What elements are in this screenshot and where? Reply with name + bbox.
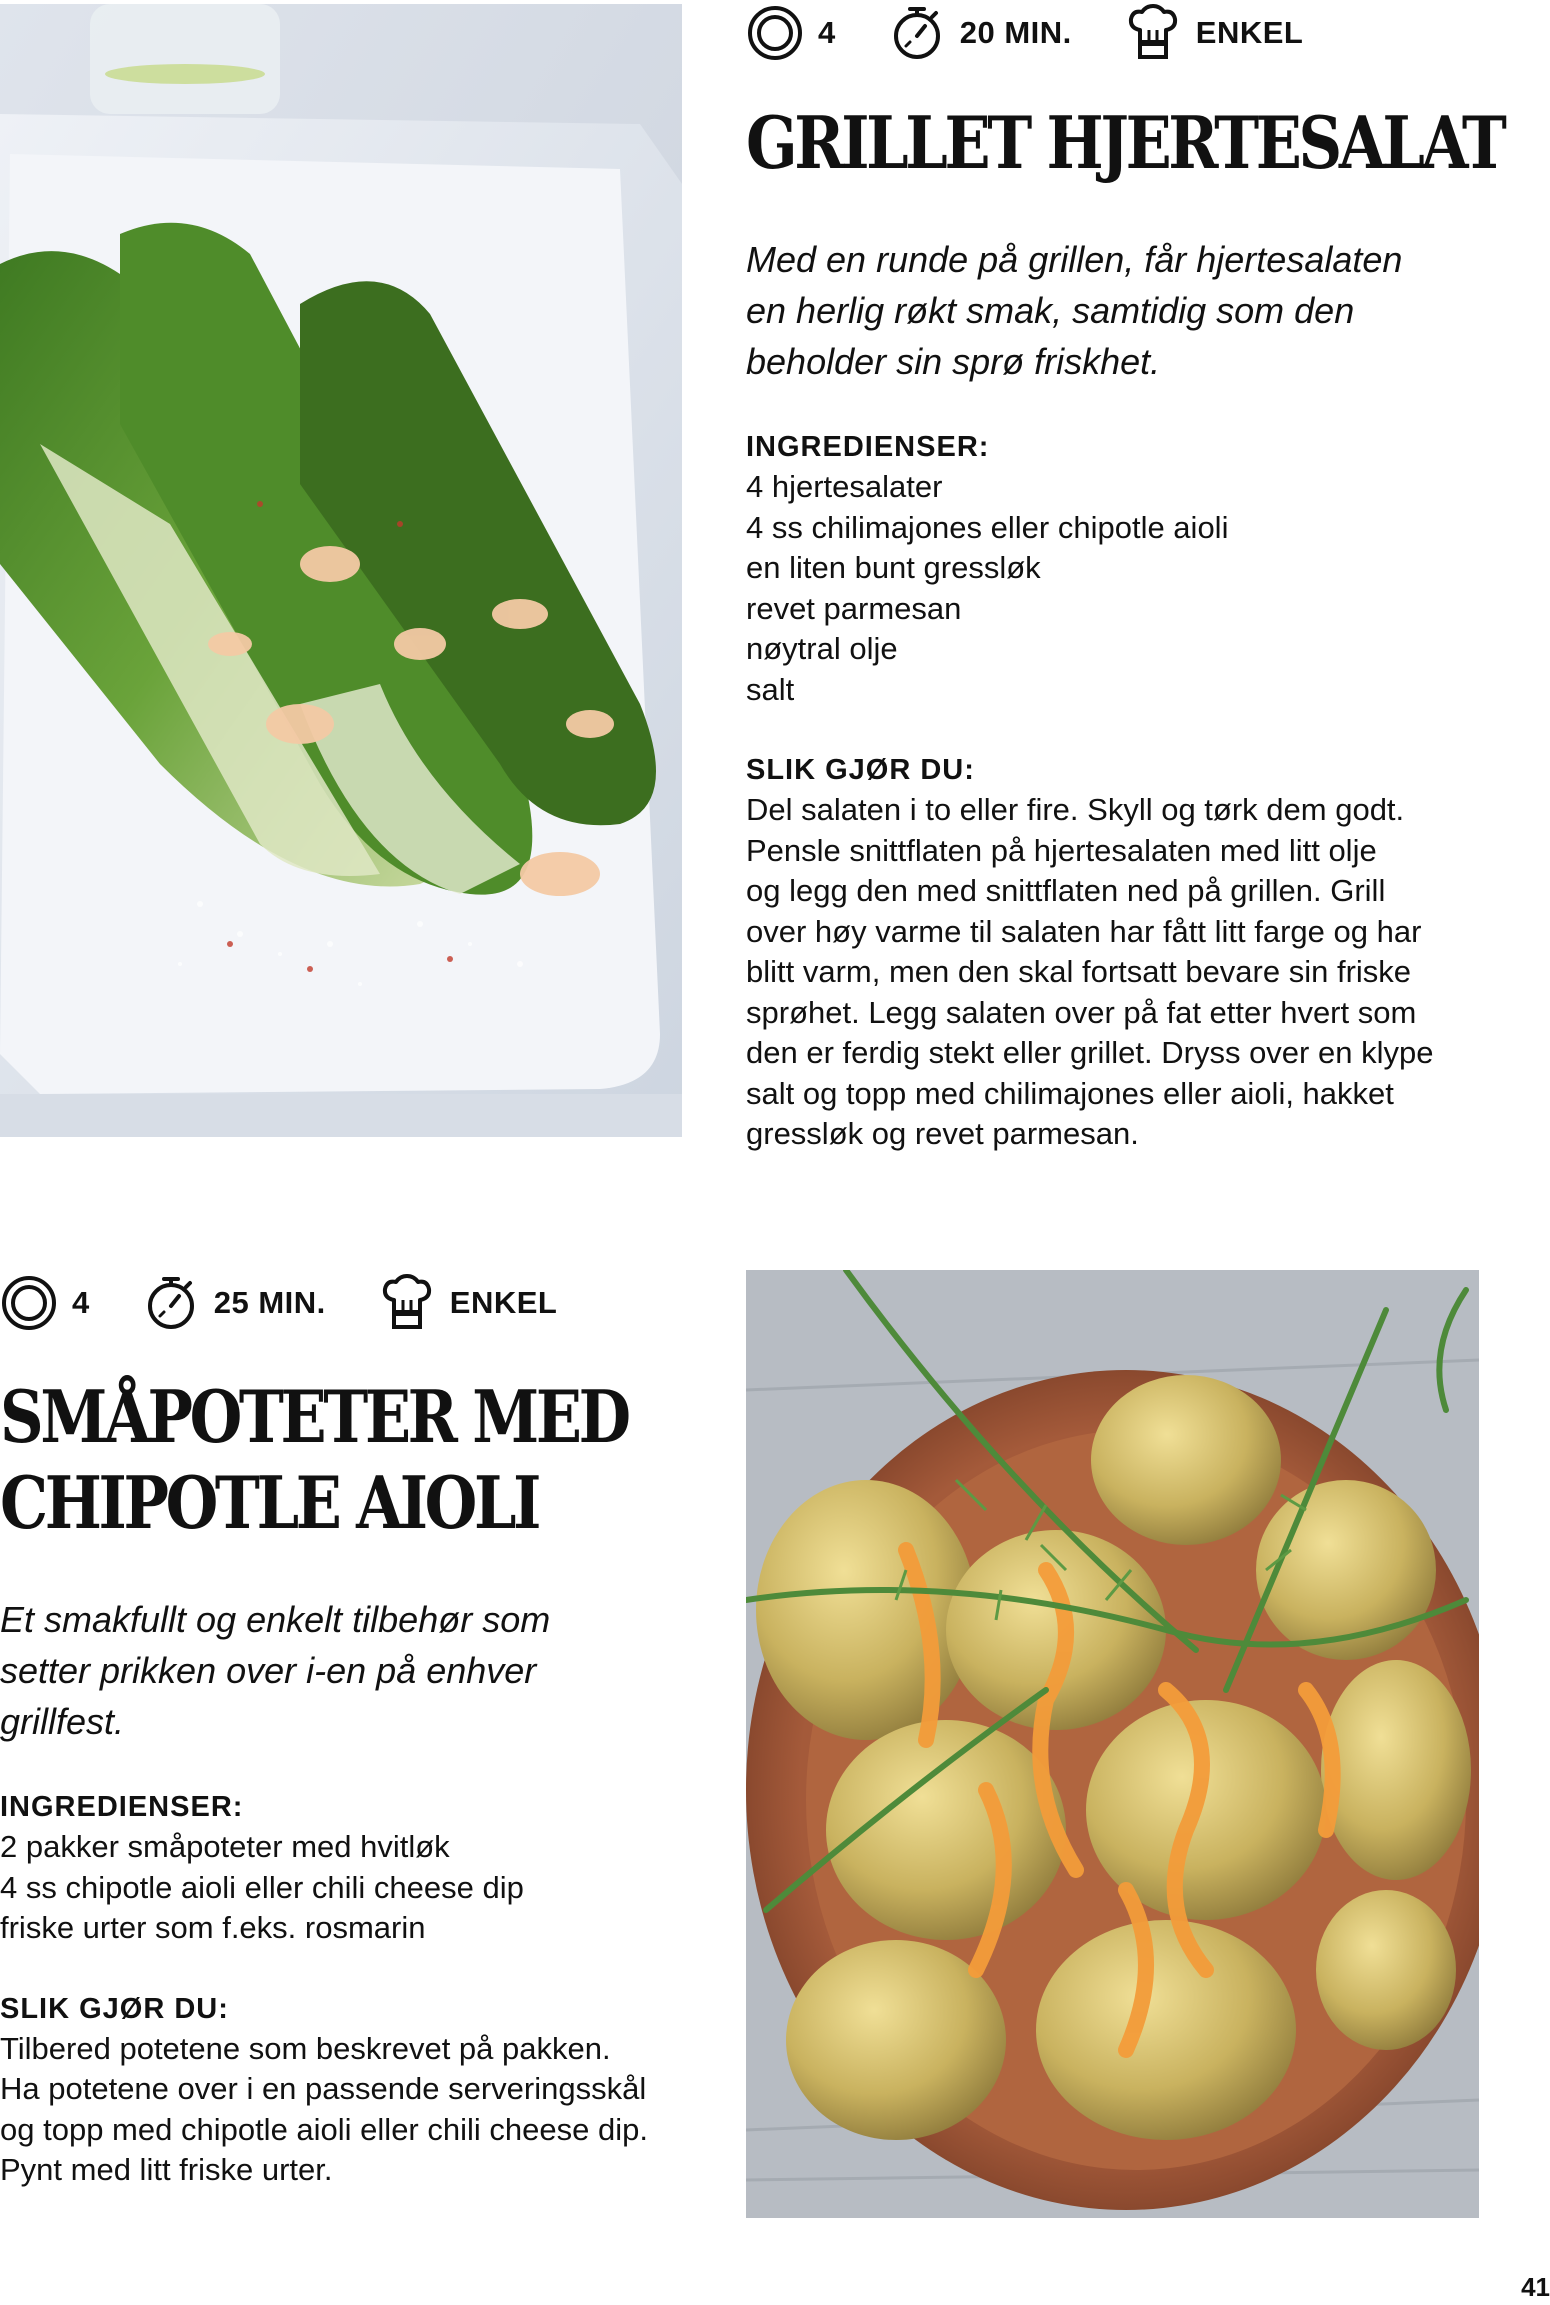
portions-info — [0, 1274, 90, 1332]
time-value: 20 MIN. — [959, 15, 1072, 50]
difficulty-info — [1124, 4, 1304, 62]
intro-line: Et smakfullt og enkelt tilbehør som — [0, 1599, 551, 1640]
ingredient-item: 4 ss chilimajones eller chipotle aioli — [746, 509, 1229, 545]
intro-line: setter prikken over i-en på enhver — [0, 1650, 537, 1691]
time-info — [888, 4, 1072, 62]
title-line: SMÅPOTETER MED — [0, 1374, 628, 1459]
method-line: Del salaten i to eller fire. Skyll og tørk dem godt. — [746, 792, 1405, 827]
ingredient-item: revet parmesan — [746, 590, 962, 626]
method-line: sprøhet. Legg salaten over på fat etter hvert som — [746, 994, 1417, 1030]
title-line: GRILLET HJERTESALAT — [746, 100, 1504, 185]
recipe-title — [746, 100, 1504, 186]
ingredient-item: 4 hjertesalater — [746, 469, 943, 504]
method-heading: SLIK GJØR DU: — [0, 1992, 229, 2025]
grilled-lettuce-photo — [0, 4, 682, 1137]
method-line: og topp med chipotle aioli eller chili cheese dip. — [0, 2111, 648, 2147]
recipe-intro — [746, 234, 1506, 387]
difficulty-value: ENKEL — [449, 1285, 558, 1320]
method-heading: SLIK GJØR DU: — [746, 754, 975, 786]
stopwatch-icon — [142, 1274, 200, 1332]
ingredient-item: friske urter som f.eks. rosmarin — [0, 1910, 426, 1945]
portions-value: 4 — [72, 1285, 90, 1320]
recipe-meta — [746, 2, 1506, 64]
method-line: blitt varm, men den skal fortsatt bevare sin friske — [746, 954, 1412, 989]
method-line: og legg den med snittflaten ned på grillen. Grill — [746, 873, 1386, 908]
ingredients-heading: INGREDIENSER: — [746, 431, 990, 463]
chef-hat-icon — [1124, 4, 1182, 62]
ingredient-item: nøytral olje — [746, 631, 898, 666]
ingredients-list — [0, 1827, 700, 1949]
recipe-intro — [0, 1594, 700, 1747]
ingredient-item: en liten bunt gressløk — [746, 550, 1041, 585]
method-text — [0, 2029, 700, 2191]
time-info — [142, 1274, 326, 1332]
method-line: salt og topp med chilimajones eller aioli, hakket — [746, 1075, 1394, 1111]
intro-line: en herlig røkt smak, samtidig som den — [746, 290, 1355, 331]
recipe-baby-potatoes — [0, 1270, 700, 2191]
recipe-meta — [0, 1272, 700, 1334]
portions-info — [746, 4, 836, 62]
intro-line: beholder sin sprø friskhet. — [746, 341, 1161, 382]
title-line: CHIPOTLE AIOLI — [0, 1460, 539, 1545]
method-line: over høy varme til salaten har fått litt farge og har — [746, 913, 1422, 949]
recipe-grilled-lettuce — [746, 0, 1506, 1155]
method-line: Pensle snittflaten på hjertesalaten med litt olje — [746, 832, 1377, 868]
stopwatch-icon — [888, 4, 946, 62]
method-text — [746, 790, 1506, 1155]
difficulty-value: ENKEL — [1195, 15, 1304, 50]
method-line: Ha potetene over i en passende serveringsskål — [0, 2071, 647, 2106]
difficulty-info — [378, 1274, 558, 1332]
plate-icon — [0, 1274, 58, 1332]
plate-icon — [746, 4, 804, 62]
method-line: gressløk og revet parmesan. — [746, 1116, 1139, 1151]
page-number: 41 — [1521, 2272, 1550, 2302]
baby-potatoes-photo — [746, 1270, 1479, 2218]
time-value: 25 MIN. — [213, 1285, 326, 1320]
intro-line: Med en runde på grillen, får hjertesalaten — [746, 239, 1403, 280]
ingredients-list — [746, 467, 1506, 710]
chef-hat-icon — [378, 1274, 436, 1332]
method-line: Tilbered potetene som beskrevet på pakken. — [0, 2030, 611, 2066]
method-line: den er ferdig stekt eller grillet. Dryss over en klype — [746, 1035, 1434, 1070]
ingredient-item: 2 pakker småpoteter med hvitløk — [0, 1829, 450, 1864]
method-line: Pynt med litt friske urter. — [0, 2152, 333, 2187]
ingredients-heading: INGREDIENSER: — [0, 1791, 244, 1823]
intro-line: grillfest. — [0, 1701, 125, 1742]
portions-value: 4 — [818, 15, 836, 50]
ingredient-item: 4 ss chipotle aioli eller chili cheese dip — [0, 1869, 524, 1905]
ingredient-item: salt — [746, 671, 795, 707]
recipe-title — [0, 1374, 628, 1546]
